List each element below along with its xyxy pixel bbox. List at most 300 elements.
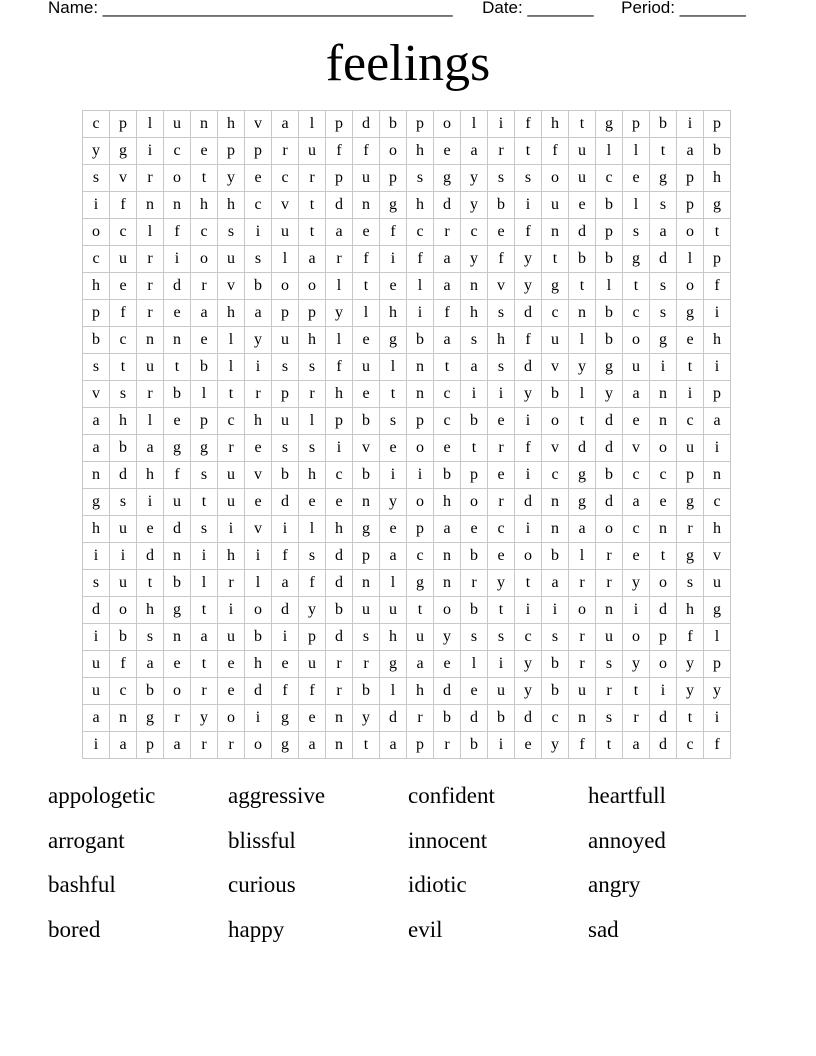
grid-cell: b bbox=[542, 678, 569, 705]
grid-cell: g bbox=[542, 273, 569, 300]
grid-cell: r bbox=[218, 732, 245, 759]
grid-cell: n bbox=[407, 354, 434, 381]
grid-cell: t bbox=[164, 354, 191, 381]
grid-cell: t bbox=[677, 705, 704, 732]
grid-cell: r bbox=[596, 543, 623, 570]
grid-cell: a bbox=[623, 381, 650, 408]
grid-cell: g bbox=[272, 705, 299, 732]
grid-cell: r bbox=[596, 678, 623, 705]
grid-cell: d bbox=[596, 408, 623, 435]
grid-cell: e bbox=[299, 705, 326, 732]
grid-cell: e bbox=[164, 651, 191, 678]
grid-cell: o bbox=[569, 597, 596, 624]
grid-cell: y bbox=[596, 381, 623, 408]
grid-cell: l bbox=[245, 570, 272, 597]
grid-cell: n bbox=[110, 705, 137, 732]
word-list-item: innocent bbox=[408, 827, 488, 853]
grid-cell: o bbox=[461, 489, 488, 516]
grid-cell: i bbox=[488, 732, 515, 759]
grid-cell: t bbox=[191, 651, 218, 678]
grid-cell: a bbox=[137, 651, 164, 678]
grid-cell: s bbox=[488, 165, 515, 192]
grid-cell: e bbox=[623, 165, 650, 192]
grid-cell: g bbox=[596, 354, 623, 381]
grid-cell: y bbox=[461, 165, 488, 192]
grid-cell: t bbox=[704, 219, 731, 246]
grid-cell: c bbox=[461, 219, 488, 246]
grid-cell: t bbox=[191, 489, 218, 516]
grid-cell: p bbox=[272, 300, 299, 327]
grid-cell: y bbox=[515, 273, 542, 300]
grid-cell: f bbox=[704, 273, 731, 300]
grid-row bbox=[83, 651, 731, 678]
grid-cell: a bbox=[380, 543, 407, 570]
grid-cell: t bbox=[110, 354, 137, 381]
grid-cell: b bbox=[542, 543, 569, 570]
grid-cell: e bbox=[218, 678, 245, 705]
grid-cell: f bbox=[488, 246, 515, 273]
grid-cell: p bbox=[299, 624, 326, 651]
grid-cell: d bbox=[326, 624, 353, 651]
grid-cell: p bbox=[407, 516, 434, 543]
grid-cell: i bbox=[623, 597, 650, 624]
grid-cell: i bbox=[677, 111, 704, 138]
grid-cell: c bbox=[110, 678, 137, 705]
grid-cell: t bbox=[191, 597, 218, 624]
grid-cell: g bbox=[623, 246, 650, 273]
grid-cell: f bbox=[164, 462, 191, 489]
grid-cell: g bbox=[407, 570, 434, 597]
grid-cell: f bbox=[677, 624, 704, 651]
grid-cell: u bbox=[218, 489, 245, 516]
grid-cell: b bbox=[461, 597, 488, 624]
grid-cell: e bbox=[380, 516, 407, 543]
grid-cell: s bbox=[272, 435, 299, 462]
grid-cell: b bbox=[164, 570, 191, 597]
grid-cell: a bbox=[299, 732, 326, 759]
grid-cell: f bbox=[110, 300, 137, 327]
grid-cell: b bbox=[164, 381, 191, 408]
grid-cell: y bbox=[677, 678, 704, 705]
grid-cell: g bbox=[434, 165, 461, 192]
grid-cell: n bbox=[461, 273, 488, 300]
grid-cell: s bbox=[218, 219, 245, 246]
grid-cell: b bbox=[407, 327, 434, 354]
grid-cell: s bbox=[488, 624, 515, 651]
grid-cell: c bbox=[407, 219, 434, 246]
grid-cell: s bbox=[596, 705, 623, 732]
grid-cell: u bbox=[353, 354, 380, 381]
grid-cell: r bbox=[191, 732, 218, 759]
grid-cell: y bbox=[299, 597, 326, 624]
grid-cell: n bbox=[596, 597, 623, 624]
grid-cell: d bbox=[110, 462, 137, 489]
grid-cell: d bbox=[326, 570, 353, 597]
grid-cell: o bbox=[623, 624, 650, 651]
grid-cell: t bbox=[515, 570, 542, 597]
grid-cell: i bbox=[407, 300, 434, 327]
grid-cell: y bbox=[677, 651, 704, 678]
grid-cell: c bbox=[83, 246, 110, 273]
grid-cell: v bbox=[245, 111, 272, 138]
grid-cell: b bbox=[137, 678, 164, 705]
grid-cell: p bbox=[704, 111, 731, 138]
grid-cell: e bbox=[110, 273, 137, 300]
grid-cell: i bbox=[83, 624, 110, 651]
grid-cell: c bbox=[623, 516, 650, 543]
grid-cell: l bbox=[326, 327, 353, 354]
grid-cell: b bbox=[380, 111, 407, 138]
grid-cell: a bbox=[650, 219, 677, 246]
grid-cell: p bbox=[353, 543, 380, 570]
grid-cell: r bbox=[596, 570, 623, 597]
grid-cell: r bbox=[137, 246, 164, 273]
grid-cell: u bbox=[353, 597, 380, 624]
name-field-label: Name: _____________________________________ bbox=[48, 0, 453, 17]
grid-cell: h bbox=[407, 192, 434, 219]
grid-cell: t bbox=[569, 111, 596, 138]
grid-cell: c bbox=[191, 219, 218, 246]
grid-cell: a bbox=[299, 246, 326, 273]
grid-cell: s bbox=[191, 462, 218, 489]
grid-row bbox=[83, 408, 731, 435]
grid-cell: r bbox=[488, 489, 515, 516]
grid-cell: v bbox=[245, 462, 272, 489]
grid-cell: e bbox=[461, 516, 488, 543]
grid-cell: a bbox=[461, 138, 488, 165]
grid-cell: u bbox=[407, 624, 434, 651]
grid-cell: l bbox=[137, 219, 164, 246]
grid-cell: i bbox=[542, 597, 569, 624]
grid-cell: d bbox=[326, 543, 353, 570]
grid-cell: c bbox=[164, 138, 191, 165]
grid-cell: b bbox=[353, 408, 380, 435]
grid-cell: h bbox=[218, 300, 245, 327]
grid-cell: f bbox=[272, 678, 299, 705]
grid-cell: n bbox=[326, 732, 353, 759]
grid-cell: r bbox=[569, 624, 596, 651]
grid-cell: e bbox=[569, 192, 596, 219]
grid-cell: h bbox=[434, 489, 461, 516]
grid-cell: a bbox=[434, 516, 461, 543]
grid-cell: u bbox=[110, 246, 137, 273]
grid-cell: r bbox=[677, 516, 704, 543]
grid-cell: y bbox=[515, 678, 542, 705]
grid-cell: e bbox=[461, 678, 488, 705]
grid-cell: a bbox=[623, 732, 650, 759]
word-list-item: curious bbox=[228, 872, 296, 897]
grid-cell: t bbox=[353, 273, 380, 300]
grid-cell: y bbox=[461, 246, 488, 273]
grid-cell: i bbox=[515, 516, 542, 543]
grid-cell: h bbox=[407, 678, 434, 705]
grid-cell: u bbox=[596, 624, 623, 651]
grid-cell: h bbox=[299, 327, 326, 354]
grid-cell: f bbox=[515, 111, 542, 138]
grid-cell: u bbox=[704, 570, 731, 597]
grid-cell: g bbox=[272, 732, 299, 759]
grid-cell: h bbox=[245, 408, 272, 435]
grid-cell: g bbox=[164, 597, 191, 624]
grid-cell: t bbox=[515, 138, 542, 165]
grid-cell: c bbox=[677, 408, 704, 435]
grid-cell: c bbox=[677, 732, 704, 759]
grid-cell: l bbox=[461, 651, 488, 678]
grid-cell: p bbox=[110, 111, 137, 138]
grid-cell: h bbox=[137, 597, 164, 624]
grid-cell: c bbox=[542, 462, 569, 489]
grid-cell: s bbox=[83, 570, 110, 597]
grid-cell: h bbox=[542, 111, 569, 138]
grid-cell: h bbox=[83, 273, 110, 300]
grid-cell: i bbox=[704, 435, 731, 462]
grid-cell: b bbox=[110, 435, 137, 462]
grid-cell: t bbox=[407, 597, 434, 624]
grid-cell: s bbox=[461, 327, 488, 354]
grid-cell: o bbox=[677, 273, 704, 300]
grid-cell: u bbox=[569, 138, 596, 165]
grid-cell: f bbox=[542, 138, 569, 165]
grid-cell: l bbox=[299, 408, 326, 435]
grid-cell: e bbox=[623, 408, 650, 435]
grid-cell: b bbox=[83, 327, 110, 354]
grid-cell: r bbox=[137, 300, 164, 327]
grid-cell: g bbox=[380, 651, 407, 678]
grid-cell: a bbox=[83, 408, 110, 435]
grid-cell: s bbox=[110, 489, 137, 516]
word-list-item: heartfull bbox=[588, 783, 666, 808]
grid-cell: r bbox=[434, 732, 461, 759]
grid-cell: c bbox=[542, 300, 569, 327]
grid-cell: o bbox=[650, 651, 677, 678]
grid-cell: n bbox=[542, 489, 569, 516]
grid-cell: o bbox=[407, 489, 434, 516]
date-field-label: Date: _______ bbox=[482, 0, 594, 17]
grid-cell: s bbox=[245, 246, 272, 273]
grid-cell: h bbox=[110, 408, 137, 435]
grid-cell: g bbox=[137, 705, 164, 732]
grid-cell: y bbox=[569, 354, 596, 381]
grid-cell: d bbox=[434, 678, 461, 705]
grid-cell: r bbox=[434, 219, 461, 246]
grid-cell: e bbox=[272, 651, 299, 678]
grid-cell: t bbox=[434, 354, 461, 381]
grid-cell: f bbox=[326, 138, 353, 165]
grid-cell: n bbox=[542, 219, 569, 246]
grid-cell: u bbox=[299, 138, 326, 165]
grid-cell: s bbox=[461, 624, 488, 651]
grid-row bbox=[83, 381, 731, 408]
grid-cell: d bbox=[515, 354, 542, 381]
grid-cell: p bbox=[380, 165, 407, 192]
grid-cell: f bbox=[515, 219, 542, 246]
grid-cell: e bbox=[488, 408, 515, 435]
grid-cell: u bbox=[569, 678, 596, 705]
grid-cell: p bbox=[326, 408, 353, 435]
grid-cell: a bbox=[704, 408, 731, 435]
grid-cell: b bbox=[434, 462, 461, 489]
period-field-label: Period: _______ bbox=[621, 0, 746, 17]
grid-cell: c bbox=[515, 624, 542, 651]
grid-cell: i bbox=[245, 354, 272, 381]
grid-cell: e bbox=[245, 489, 272, 516]
grid-cell: o bbox=[245, 732, 272, 759]
grid-cell: i bbox=[164, 246, 191, 273]
grid-cell: n bbox=[164, 624, 191, 651]
grid-cell: n bbox=[83, 462, 110, 489]
grid-cell: l bbox=[380, 678, 407, 705]
grid-cell: i bbox=[83, 543, 110, 570]
grid-cell: g bbox=[704, 597, 731, 624]
grid-cell: e bbox=[650, 489, 677, 516]
grid-cell: c bbox=[596, 165, 623, 192]
grid-cell: e bbox=[191, 327, 218, 354]
grid-cell: y bbox=[623, 651, 650, 678]
grid-cell: t bbox=[542, 246, 569, 273]
grid-cell: l bbox=[299, 516, 326, 543]
grid-cell: r bbox=[245, 381, 272, 408]
grid-cell: i bbox=[245, 705, 272, 732]
grid-cell: a bbox=[677, 138, 704, 165]
grid-cell: u bbox=[542, 327, 569, 354]
grid-row bbox=[83, 597, 731, 624]
grid-cell: g bbox=[596, 111, 623, 138]
grid-cell: u bbox=[623, 354, 650, 381]
grid-cell: n bbox=[164, 543, 191, 570]
grid-cell: g bbox=[164, 435, 191, 462]
grid-cell: e bbox=[164, 408, 191, 435]
grid-cell: c bbox=[488, 516, 515, 543]
grid-cell: y bbox=[515, 246, 542, 273]
grid-cell: o bbox=[434, 111, 461, 138]
grid-cell: f bbox=[299, 678, 326, 705]
grid-cell: c bbox=[434, 381, 461, 408]
grid-cell: u bbox=[299, 651, 326, 678]
grid-cell: c bbox=[704, 489, 731, 516]
grid-cell: p bbox=[704, 246, 731, 273]
grid-cell: p bbox=[461, 462, 488, 489]
grid-cell: b bbox=[191, 354, 218, 381]
grid-cell: v bbox=[272, 192, 299, 219]
grid-cell: d bbox=[272, 597, 299, 624]
grid-cell: r bbox=[137, 381, 164, 408]
grid-row bbox=[83, 732, 731, 759]
grid-cell: y bbox=[623, 570, 650, 597]
grid-cell: l bbox=[191, 381, 218, 408]
grid-cell: a bbox=[191, 624, 218, 651]
grid-cell: f bbox=[704, 732, 731, 759]
grid-cell: a bbox=[407, 651, 434, 678]
grid-cell: g bbox=[677, 543, 704, 570]
grid-cell: p bbox=[704, 381, 731, 408]
page-title: feelings bbox=[325, 35, 491, 92]
grid-cell: o bbox=[218, 705, 245, 732]
grid-cell: v bbox=[83, 381, 110, 408]
grid-cell: n bbox=[650, 516, 677, 543]
grid-cell: n bbox=[434, 543, 461, 570]
grid-cell: s bbox=[407, 165, 434, 192]
grid-cell: t bbox=[677, 354, 704, 381]
grid-cell: e bbox=[380, 435, 407, 462]
grid-cell: c bbox=[623, 300, 650, 327]
grid-cell: s bbox=[650, 273, 677, 300]
grid-cell: i bbox=[704, 354, 731, 381]
grid-cell: e bbox=[515, 732, 542, 759]
grid-cell: p bbox=[326, 165, 353, 192]
grid-cell: f bbox=[164, 219, 191, 246]
grid-cell: c bbox=[110, 327, 137, 354]
header bbox=[48, 0, 768, 20]
grid-cell: t bbox=[623, 273, 650, 300]
grid-cell: o bbox=[191, 246, 218, 273]
grid-cell: l bbox=[623, 138, 650, 165]
grid-row bbox=[83, 543, 731, 570]
grid-cell: f bbox=[569, 732, 596, 759]
grid-cell: t bbox=[353, 732, 380, 759]
grid-cell: a bbox=[569, 516, 596, 543]
grid-cell: r bbox=[272, 138, 299, 165]
grid-cell: h bbox=[326, 381, 353, 408]
grid-cell: g bbox=[569, 462, 596, 489]
grid-cell: l bbox=[299, 111, 326, 138]
grid-cell: t bbox=[461, 435, 488, 462]
grid-cell: p bbox=[677, 192, 704, 219]
grid-cell: b bbox=[542, 381, 569, 408]
grid-row bbox=[83, 624, 731, 651]
grid-cell: d bbox=[461, 705, 488, 732]
grid-cell: e bbox=[434, 651, 461, 678]
grid-cell: l bbox=[218, 354, 245, 381]
grid-cell: h bbox=[488, 327, 515, 354]
grid-cell: h bbox=[704, 516, 731, 543]
grid-cell: p bbox=[83, 300, 110, 327]
grid-cell: o bbox=[245, 597, 272, 624]
grid-cell: b bbox=[488, 705, 515, 732]
word-list-item: annoyed bbox=[588, 827, 666, 853]
grid-cell: g bbox=[650, 327, 677, 354]
grid-cell: l bbox=[677, 246, 704, 273]
grid-cell: n bbox=[407, 381, 434, 408]
grid-cell: f bbox=[299, 570, 326, 597]
grid-cell: o bbox=[272, 273, 299, 300]
grid-cell: i bbox=[326, 435, 353, 462]
grid-cell: n bbox=[353, 489, 380, 516]
grid-cell: u bbox=[83, 651, 110, 678]
grid-cell: a bbox=[461, 354, 488, 381]
grid-cell: d bbox=[380, 705, 407, 732]
grid-cell: t bbox=[596, 732, 623, 759]
grid-row bbox=[83, 192, 731, 219]
grid-cell: c bbox=[542, 705, 569, 732]
grid-cell: h bbox=[704, 327, 731, 354]
grid-row bbox=[83, 300, 731, 327]
grid-cell: b bbox=[569, 246, 596, 273]
grid-cell: n bbox=[569, 300, 596, 327]
grid-cell: t bbox=[299, 219, 326, 246]
grid-cell: r bbox=[461, 570, 488, 597]
grid-cell: p bbox=[677, 165, 704, 192]
grid-cell: s bbox=[542, 624, 569, 651]
grid-cell: i bbox=[110, 543, 137, 570]
grid-cell: p bbox=[623, 111, 650, 138]
grid-cell: o bbox=[299, 273, 326, 300]
grid-cell: i bbox=[191, 543, 218, 570]
grid-cell: b bbox=[461, 408, 488, 435]
grid-cell: r bbox=[407, 705, 434, 732]
word-list-item: idiotic bbox=[408, 872, 467, 897]
grid-cell: v bbox=[488, 273, 515, 300]
grid-cell: c bbox=[218, 408, 245, 435]
